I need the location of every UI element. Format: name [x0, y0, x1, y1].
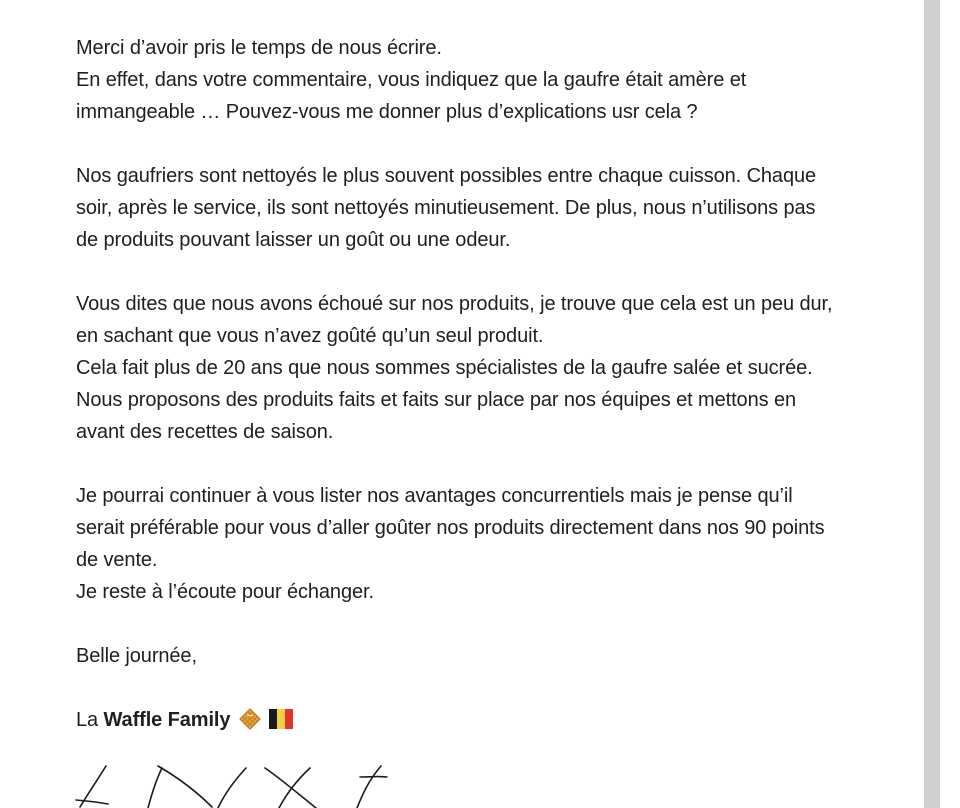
message-line: Nous proposons des produits faits et faits sur place par nos équipes et mettons en [76, 389, 796, 411]
handwritten-sketch [74, 764, 404, 808]
message-line: en sachant que vous n’avez goûté qu’un seul produit. [76, 325, 544, 347]
message-line: Nos gaufriers sont nettoyés le plus souvent possibles entre chaque cuisson. Chaque [76, 165, 817, 187]
message-line: Je pourrai continuer à vous lister nos avantages concurrentiels mais je pense qu’il [76, 485, 793, 507]
message-line: serait préférable pour vous d’aller goûter nos produits directement dans nos 90 points [76, 517, 825, 539]
message-paragraph-5 [76, 640, 906, 672]
message-line: Je reste à l’écoute pour échanger. [76, 581, 374, 603]
message-line: Belle journée, [76, 645, 197, 667]
review-reply-message [76, 32, 906, 736]
signature [76, 704, 906, 736]
message-line: Vous dites que nous avons échoué sur nos produits, je trouve que cela est un peu dur, [76, 293, 833, 315]
message-line: de produits pouvant laisser un goût ou une odeur. [76, 229, 511, 251]
message-paragraph-4 [76, 480, 906, 608]
brand-name: Waffle Family [103, 709, 231, 731]
waffle-emoji-icon [238, 707, 262, 731]
signature-prefix: La [76, 709, 99, 731]
message-line: Merci d’avoir pris le temps de nous écrire. [76, 37, 442, 59]
vertical-scrollbar[interactable] [924, 0, 940, 808]
message-line: de vente. [76, 549, 158, 571]
message-paragraph-1 [76, 32, 906, 128]
message-line: En effet, dans votre commentaire, vous indiquez que la gaufre était amère et [76, 69, 747, 91]
scrollbar-margin [940, 0, 960, 808]
message-line: Cela fait plus de 20 ans que nous sommes spécialistes de la gaufre salée et sucrée. [76, 357, 813, 379]
message-line: soir, après le service, ils sont nettoyés minutieusement. De plus, nous n’utilisons pas [76, 197, 816, 219]
message-paragraph-2 [76, 160, 906, 256]
belgium-flag-icon [269, 709, 293, 729]
message-paragraph-3 [76, 288, 906, 448]
message-line: avant des recettes de saison. [76, 421, 334, 443]
message-line: immangeable … Pouvez-vous me donner plus d’explications usr cela ? [76, 101, 698, 123]
